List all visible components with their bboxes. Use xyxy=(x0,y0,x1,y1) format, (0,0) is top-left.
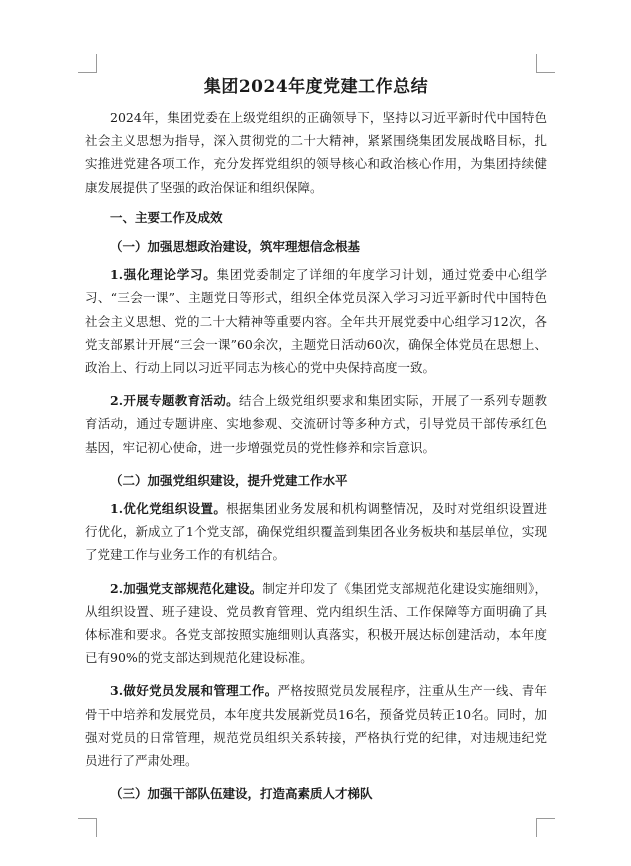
subsection-heading-organization: （二）加强党组织建设，提升党建工作水平 xyxy=(110,472,348,488)
paragraph-special-education xyxy=(85,389,547,459)
paragraph-branch-standardization xyxy=(85,577,547,670)
intro-paragraph: 2024年，集团党委在上级党组织的正确领导下，坚持以习近平新时代中国特色社会主义思想为指导，深入贯彻党的二十大精神，紧紧围绕集团发展战略目标，扎实推进党建各项工作，充分发挥党组织的领导核心和政治核心作用，为集团持续健康发展提供了坚强的政治保证和组织保障。 xyxy=(85,110,547,195)
crop-mark-bottom-left xyxy=(78,818,97,837)
paragraph-member-management xyxy=(85,679,547,772)
section-heading-main-work: 一、主要工作及成效 xyxy=(110,209,223,225)
item-lead: 2.开展专题教育活动。 xyxy=(110,393,240,409)
item-lead: 3.做好党员发展和管理工作。 xyxy=(110,683,278,699)
item-text: 严格按照党员发展程序，注重从生产一线、青年骨干中培养和发展党员，本年度共发展新党员16名，预备党员转正10名。同时，加强对党员的日常管理，规范党员组织关系转接，严格执行党的纪律，对违规违纪党员进行了严肃处理。 xyxy=(85,683,547,769)
document-title: 集团2024年度党建工作总结 xyxy=(203,77,429,97)
crop-mark-top-right xyxy=(536,54,555,73)
item-text: 制定并印发了《集团党支部规范化建设实施细则》，从组织设置、班子建设、党员教育管理、党内组织生活、工作保障等方面明确了具体标准和要求。各党支部按照实施细则认真落实，积极开展达标创建活动，本年度已有90%的党支部达到规范化建设标准。 xyxy=(85,580,547,666)
crop-mark-bottom-right xyxy=(536,818,555,837)
item-text: 集团党委制定了详细的年度学习计划，通过党委中心组学习、“三会一课”、主题党日等形式，组织全体党员深入学习习近平新时代中国特色社会主义思想、党的二十大精神等重要内容。全年共开展党委中心组学习12次，各党支部累计开展“三会一课”60余次，主题党日活动60次，确保全体党员在思想上、政治上、行动上同以习近平同志为核心的党中央保持高度一致。 xyxy=(85,267,547,376)
subsection-heading-cadre: （三）加强干部队伍建设，打造高素质人才梯队 xyxy=(110,786,373,802)
item-lead: 1.强化理论学习。 xyxy=(110,267,217,283)
subsection-heading-ideology: （一）加强思想政治建设，筑牢理想信念根基 xyxy=(110,239,361,255)
item-text: 结合上级党组织要求和集团实际，开展了一系列专题教育活动，通过专题讲座、实地参观、交流研讨等多种方式，引导党员干部传承红色基因，牢记初心使命，进一步增强党员的党性修养和宗旨意识。 xyxy=(85,393,547,455)
document-body xyxy=(85,74,547,810)
item-lead: 2.加强党支部规范化建设。 xyxy=(110,580,263,596)
item-lead: 1.优化党组织设置。 xyxy=(110,501,227,517)
item-text: 根据集团业务发展和机构调整情况，及时对党组织设置进行优化，新成立了1个党支部，确保党组织覆盖到集团各业务板块和基层单位，实现了党建工作与业务工作的有机结合。 xyxy=(85,501,547,563)
crop-mark-top-left xyxy=(78,54,97,73)
paragraph-theory-study xyxy=(85,263,547,379)
paragraph-optimize-organization xyxy=(85,497,547,567)
